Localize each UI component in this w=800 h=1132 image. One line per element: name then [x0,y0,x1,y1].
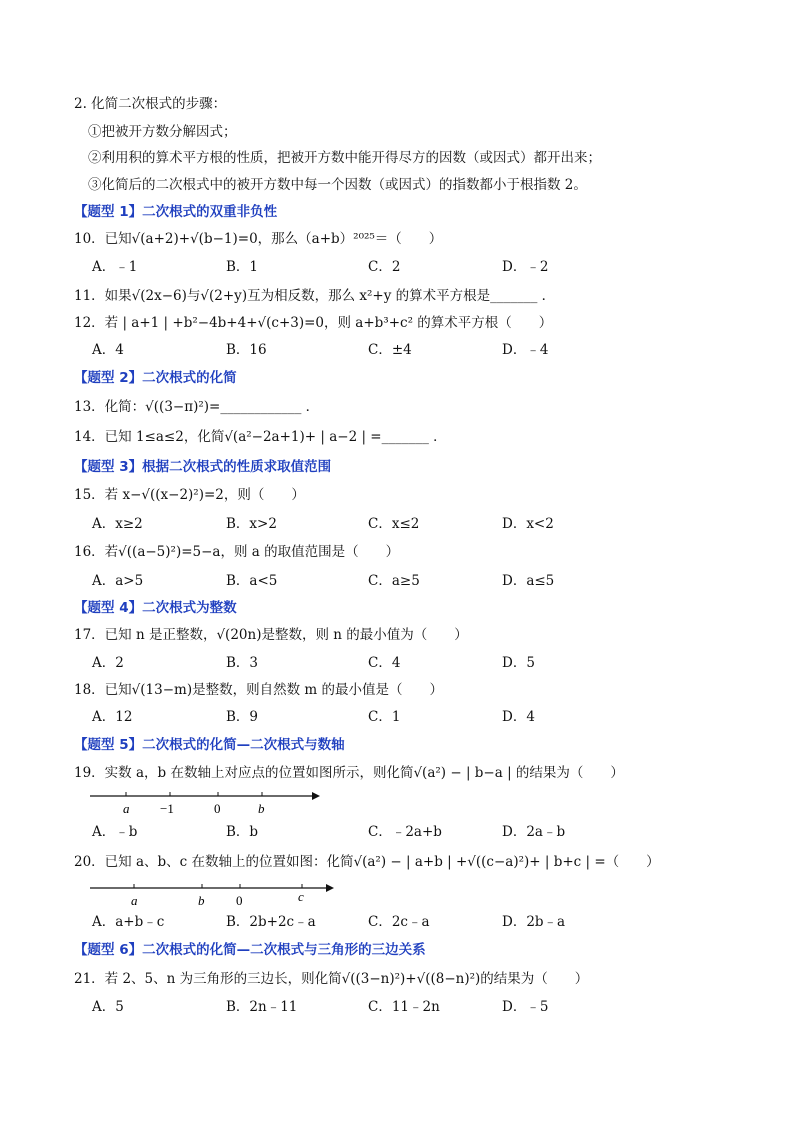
q17-option-c: C．4 [368,655,401,671]
question-12: 12．若 | a+1 | +b²−4b+4+√(c+3)=0，则 a+b³+c² 的算术平方根（ ） [74,315,553,331]
question-21: 21．若 2、5、n 为三角形的三边长，则化简√((3−n)²)+√((8−n)²)的结果为（ ） [74,971,589,987]
question-20: 20．已知 a、b、c 在数轴上的位置如图：化简√(a²) − | a+b | +√((c−a)²)+ | b+c | =（ ） [74,854,660,870]
q19-label-b: b [258,801,265,816]
question-14: 14．已知 1≤a≤2，化简√(a²−2a+1)+ | a−2 | =_______ ． [74,429,447,445]
q20-label-c: c [298,889,304,904]
q16-option-a: A．a>5 [92,573,144,589]
step-3: ③化简后的二次根式中的被开方数中每一个因数（或因式）的指数都小于根指数 2。 [88,177,587,193]
q15-option-b: B．x>2 [226,516,277,532]
q21-option-a: A．5 [92,999,124,1015]
q20-option-b: B．2b+2c﹣a [226,914,316,930]
question-17: 17．已知 n 是正整数，√(20n)是整数，则 n 的最小值为（ ） [74,627,468,643]
section-heading-3: 【题型 3】根据二次根式的性质求取值范围 [74,459,332,475]
q19-option-a: A．﹣b [92,824,138,840]
q15-option-c: C．x≤2 [368,516,420,532]
question-19: 19．实数 a，b 在数轴上对应点的位置如图所示，则化简√(a²) − | b−a | 的结果为（ ） [74,765,624,781]
q12-option-a: A．4 [92,342,124,358]
q12-option-d: D．﹣4 [502,342,549,358]
section-heading-5: 【题型 5】二次根式的化简—二次根式与数轴 [74,737,345,753]
q16-option-d: D．a≤5 [502,573,555,589]
q20-option-d: D．2b﹣a [502,914,566,930]
q18-option-d: D．4 [502,709,535,725]
question-18: 18．已知√(13−m)是整数，则自然数 m 的最小值是（ ） [74,682,443,698]
question-16: 16．若√((a−5)²)=5−a，则 a 的取值范围是（ ） [74,544,400,560]
q19-label-0: 0 [214,801,221,816]
q19-label-neg1: −1 [160,801,174,816]
q20-number-line [86,878,346,912]
q21-option-c: C．11﹣2n [368,999,440,1015]
q19-axis-arrow [312,792,320,800]
q15-option-d: D．x<2 [502,516,554,532]
steps-title: 2. 化简二次根式的步骤： [74,96,227,112]
section-heading-4: 【题型 4】二次根式为整数 [74,600,237,616]
q19-option-b: B．b [226,824,259,840]
q18-option-b: B．9 [226,709,259,725]
q17-option-b: B．3 [226,655,259,671]
q19-option-c: C．﹣2a+b [368,824,442,840]
q21-option-d: D．﹣5 [502,999,549,1015]
q20-label-b: b [198,893,205,908]
q19-number-line [86,786,326,820]
q15-option-a: A．x≥2 [92,516,143,532]
question-13: 13．化简：√((3−π)²)=____________ ． [74,399,320,415]
q12-option-c: C．±4 [368,342,412,358]
step-2: ②利用积的算术平方根的性质，把被开方数中能开得尽方的因数（或因式）都开出来； [88,150,601,166]
q20-option-a: A．a+b﹣c [92,914,165,930]
q18-option-a: A．12 [92,709,133,725]
question-15: 15．若 x−√((x−2)²)=2，则（ ） [74,487,305,503]
q20-label-0: 0 [236,893,243,908]
q12-option-b: B．16 [226,342,267,358]
question-11: 11．如果√(2x−6)与√(2+y)互为相反数，那么 x²+y 的算术平方根是_______ ． [74,288,556,304]
section-heading-6: 【题型 6】二次根式的化简—二次根式与三角形的三边关系 [74,942,426,958]
section-heading-2: 【题型 2】二次根式的化简 [74,370,237,386]
question-10: 10．已知√(a+2)+√(b−1)=0，那么（a+b）²⁰²⁵＝（ ） [74,231,443,247]
q20-axis-arrow [326,884,334,892]
q21-option-b: B．2n﹣11 [226,999,298,1015]
q19-option-d: D．2a﹣b [502,824,566,840]
section-heading-1: 【题型 1】二次根式的双重非负性 [74,204,278,220]
step-1: ①把被开方数分解因式； [88,124,237,140]
q20-label-a: a [131,893,138,908]
q17-option-d: D．5 [502,655,535,671]
q16-option-b: B．a<5 [226,573,278,589]
q10-option-d: D．﹣2 [502,259,549,275]
q20-option-c: C．2c﹣a [368,914,430,930]
q10-option-b: B．1 [226,259,259,275]
q16-option-c: C．a≥5 [368,573,420,589]
q19-label-a: a [123,801,130,816]
q17-option-a: A．2 [92,655,124,671]
q18-option-c: C．1 [368,709,401,725]
q10-option-c: C．2 [368,259,401,275]
q10-option-a: A．﹣1 [92,259,138,275]
